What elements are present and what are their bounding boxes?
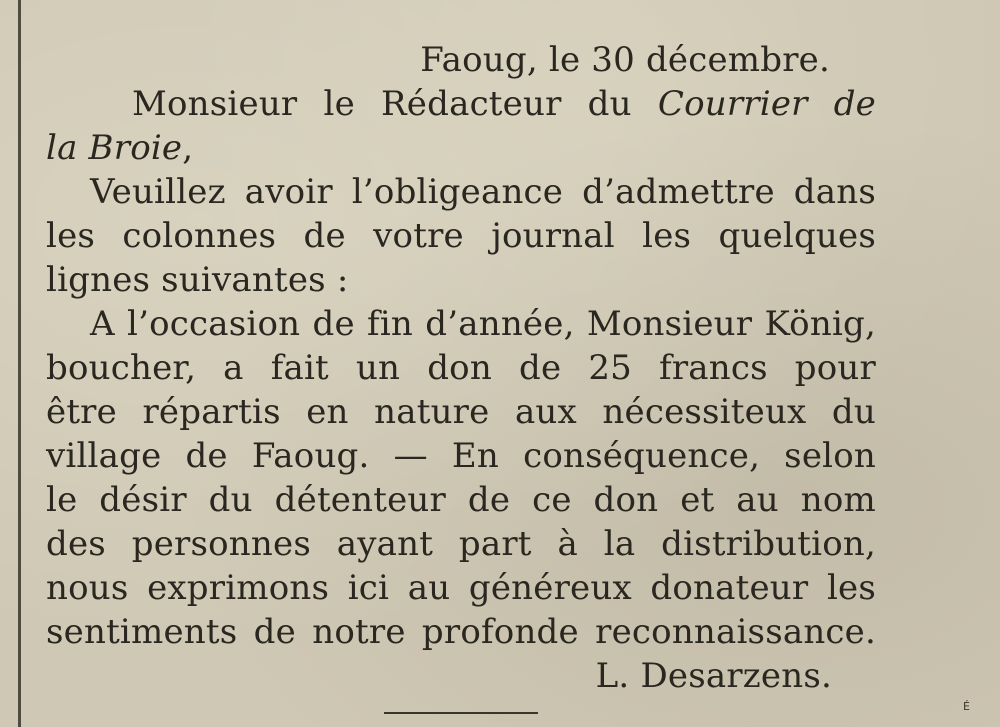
body-line-4: A l’occasion de fin d’année, Monsieur König, xyxy=(90,304,876,344)
salutation-line-2 xyxy=(46,126,876,170)
column-divider xyxy=(18,0,21,727)
body-line-5: boucher, a fait un don de 25 francs pour xyxy=(46,348,876,388)
body-line-8: le désir du détenteur de ce don et au nom xyxy=(46,480,876,520)
body-line-7: village de Faoug. — En conséquence, selon xyxy=(46,436,876,476)
salutation-suffix: , xyxy=(182,128,194,168)
journal-name-part2: la Broie xyxy=(46,128,183,168)
body-line-11: sentiments de notre profonde reconnaissance. xyxy=(46,612,876,652)
signature: L. Desarzens. xyxy=(595,656,832,696)
body-line-2: les colonnes de votre journal les quelques xyxy=(46,216,876,256)
body-line-3: lignes suivantes : xyxy=(46,260,349,300)
salutation-prefix: Monsieur le Rédacteur du xyxy=(132,84,658,124)
salutation-line-1 xyxy=(46,82,876,126)
body-line-6: être répartis en nature aux nécessiteux du xyxy=(46,392,876,432)
corner-mark: É xyxy=(963,700,970,713)
journal-name-part1: Courrier de xyxy=(657,84,877,124)
body-line-9: des personnes ayant part à la distribution, xyxy=(46,524,876,564)
body-line-10: nous exprimons ici au généreux donateur les xyxy=(46,568,876,608)
dateline: Faoug, le 30 décembre. xyxy=(420,40,830,80)
body-line-1: Veuillez avoir l’obligeance d’admettre dans xyxy=(90,172,876,212)
end-rule xyxy=(384,712,538,714)
